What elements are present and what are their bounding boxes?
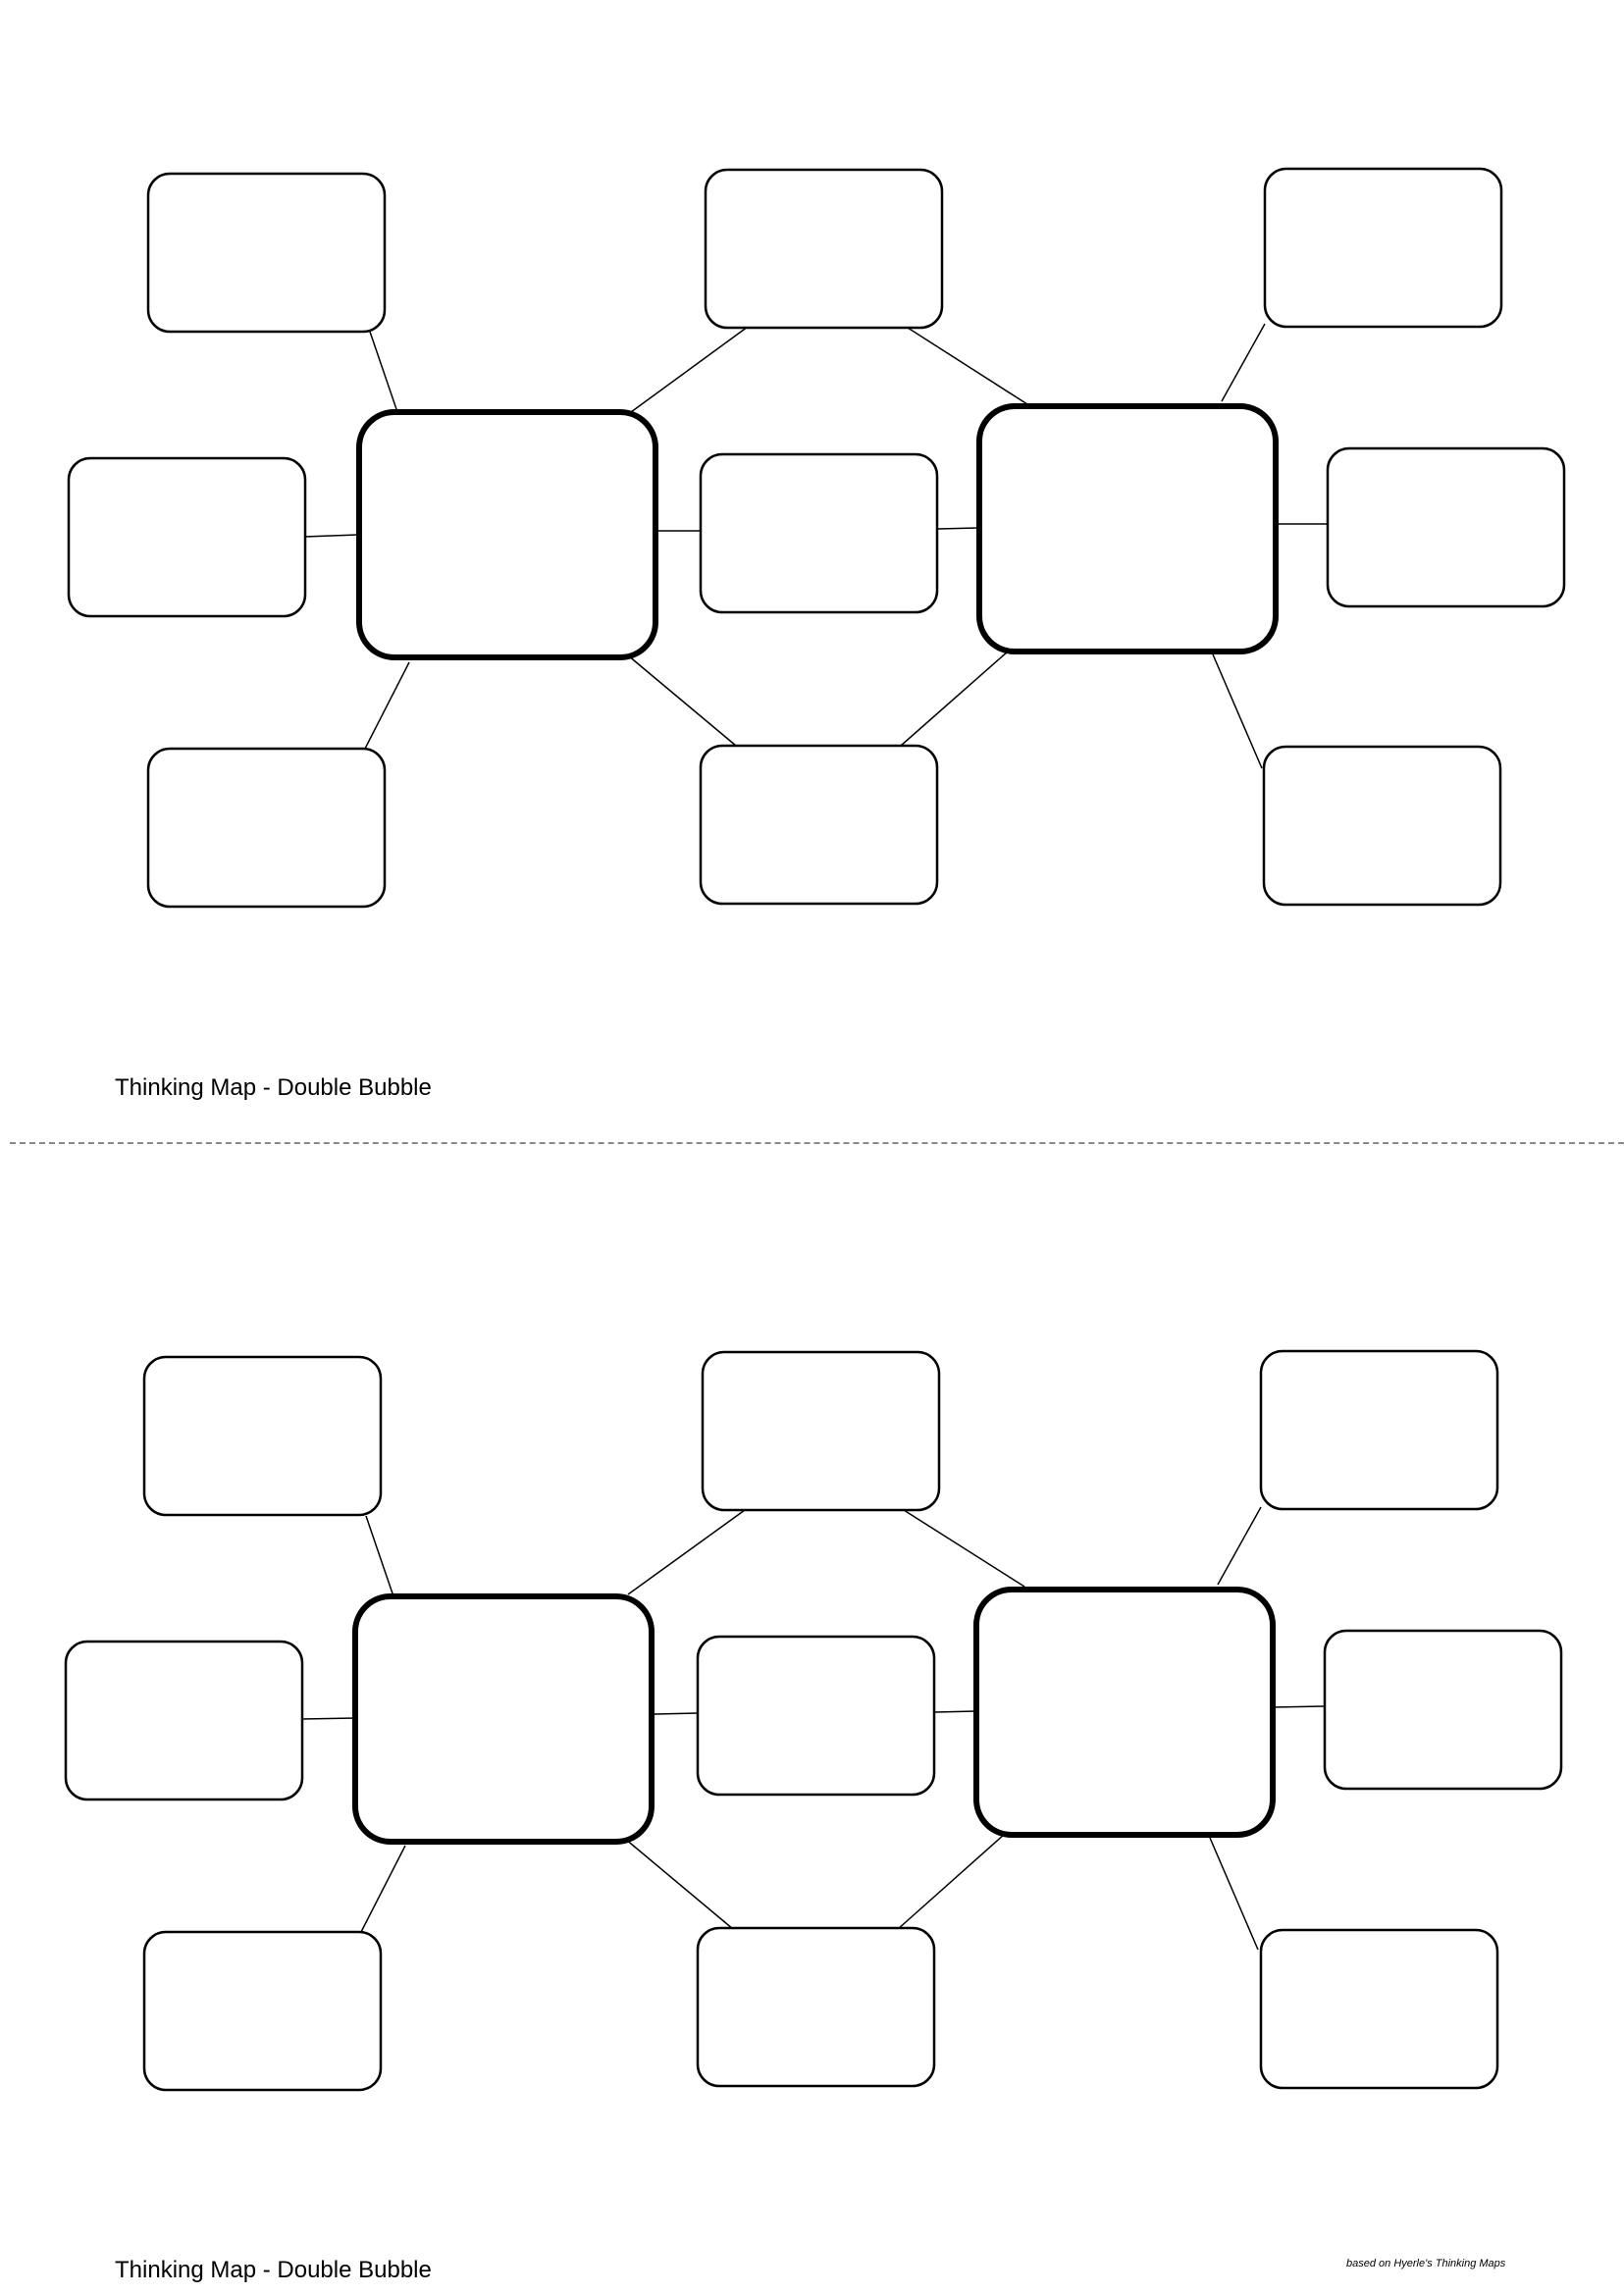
- connector: [631, 327, 748, 412]
- attribution-credit: based on Hyerle's Thinking Maps: [1346, 2258, 1506, 2269]
- connector: [370, 332, 397, 412]
- right-attribute-bubble[interactable]: [1264, 747, 1500, 905]
- shared-attribute-bubble[interactable]: [703, 1352, 939, 1510]
- right-topic-bubble[interactable]: [979, 406, 1276, 652]
- shared-attribute-bubble[interactable]: [698, 1637, 934, 1795]
- shared-attribute-bubble[interactable]: [701, 454, 937, 612]
- connector: [897, 1834, 1005, 1930]
- connector: [1218, 1507, 1261, 1585]
- connector: [628, 1510, 745, 1594]
- connector: [935, 1711, 975, 1712]
- double-bubble-diagram: [0, 1182, 1624, 2164]
- map-caption: Thinking Map - Double Bubble: [115, 2257, 432, 2283]
- left-attribute-bubble[interactable]: [148, 749, 385, 907]
- left-attribute-bubble[interactable]: [69, 458, 305, 616]
- connector: [301, 1718, 355, 1719]
- left-attribute-bubble[interactable]: [148, 174, 385, 332]
- map-caption: Thinking Map - Double Bubble: [115, 1074, 432, 1101]
- connector: [908, 328, 1027, 404]
- shared-attribute-bubble[interactable]: [706, 170, 942, 328]
- connector: [1272, 1706, 1324, 1707]
- connector: [901, 652, 1008, 746]
- connector: [625, 1839, 733, 1929]
- connector: [904, 1510, 1024, 1587]
- connector: [1210, 1838, 1258, 1950]
- connector: [1213, 654, 1262, 768]
- left-topic-bubble[interactable]: [359, 412, 655, 657]
- connector: [655, 1713, 698, 1714]
- connector: [366, 1516, 393, 1596]
- left-attribute-bubble[interactable]: [66, 1642, 302, 1799]
- connector: [304, 535, 358, 537]
- left-topic-bubble[interactable]: [355, 1596, 652, 1842]
- double-bubble-diagram: [0, 0, 1624, 981]
- connector: [365, 662, 409, 749]
- right-attribute-bubble[interactable]: [1325, 1631, 1561, 1789]
- connector: [628, 655, 736, 746]
- left-attribute-bubble[interactable]: [144, 1932, 381, 2090]
- shared-attribute-bubble[interactable]: [698, 1928, 934, 2086]
- left-attribute-bubble[interactable]: [144, 1357, 381, 1515]
- connector: [361, 1846, 405, 1932]
- right-attribute-bubble[interactable]: [1261, 1930, 1497, 2088]
- right-topic-bubble[interactable]: [976, 1590, 1273, 1835]
- double-bubble-map-1: [0, 0, 1624, 1101]
- connector: [1222, 324, 1265, 401]
- right-attribute-bubble[interactable]: [1328, 448, 1564, 606]
- right-attribute-bubble[interactable]: [1261, 1351, 1497, 1509]
- shared-attribute-bubble[interactable]: [701, 746, 937, 904]
- connector: [938, 528, 978, 529]
- right-attribute-bubble[interactable]: [1265, 169, 1501, 327]
- dashed-cut-line: [10, 1142, 1624, 1144]
